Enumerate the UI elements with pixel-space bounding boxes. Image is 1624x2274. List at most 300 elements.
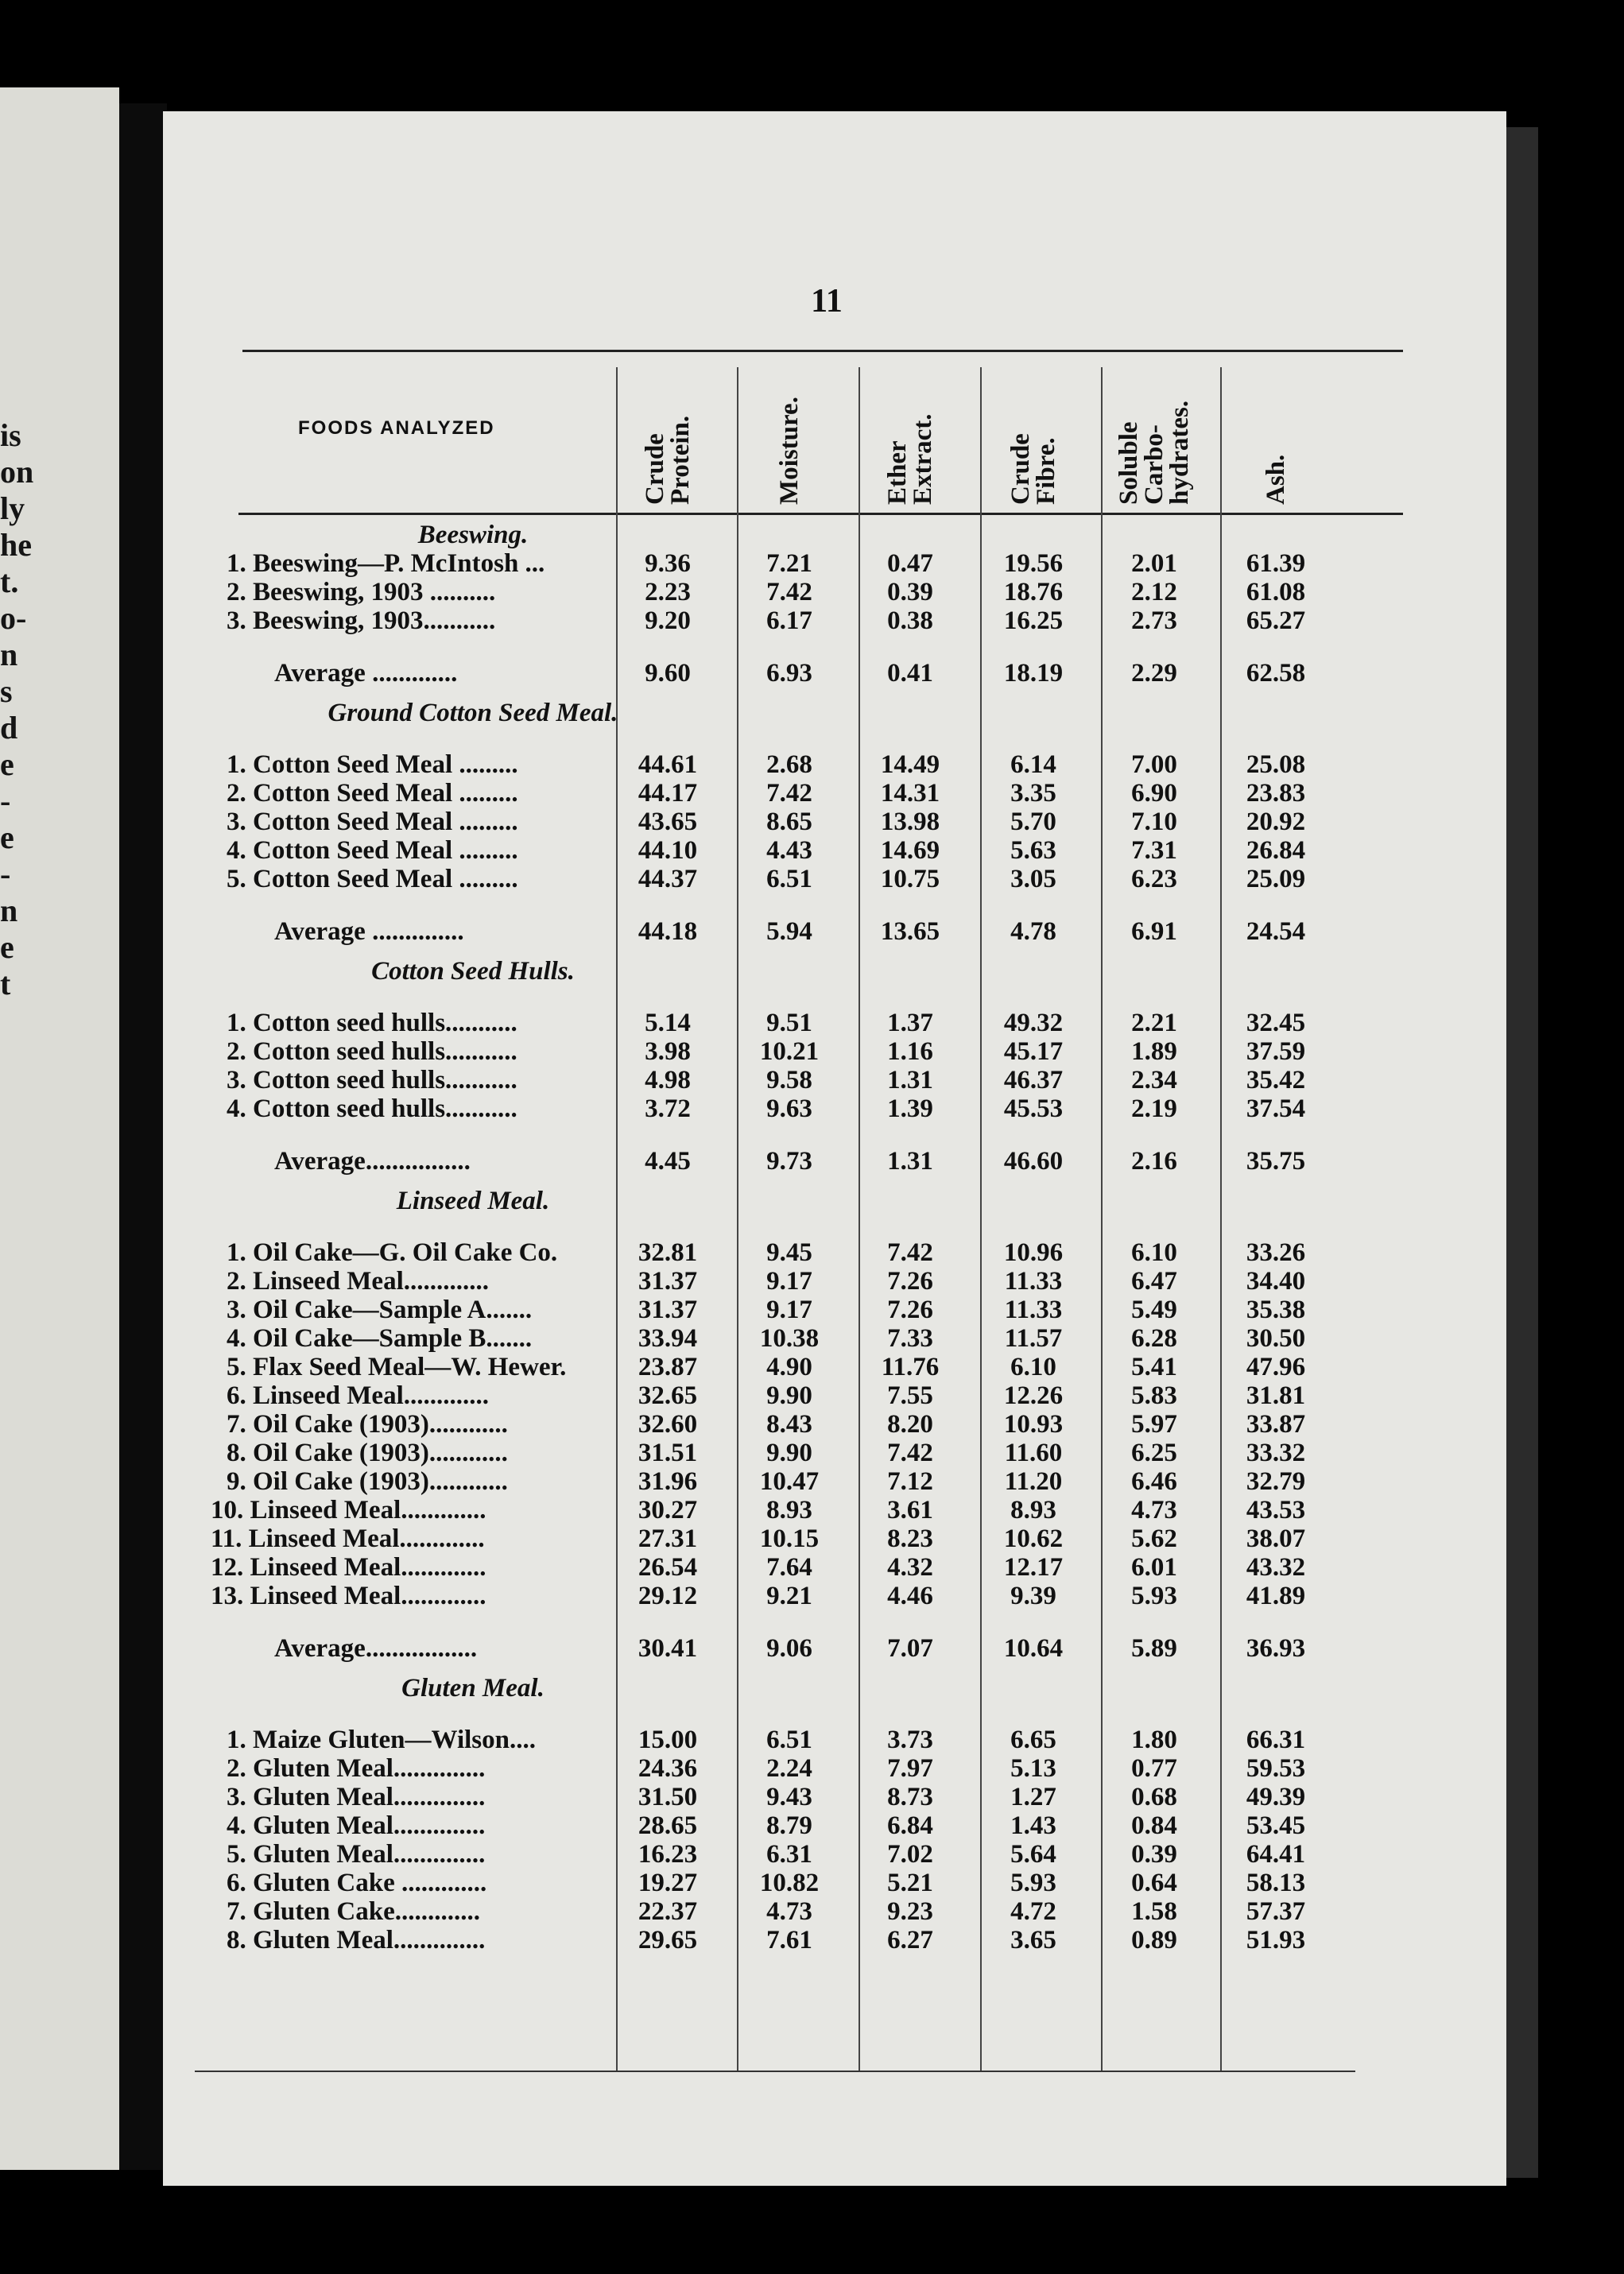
row-label: 2. Gluten Meal.............. [227, 1754, 486, 1783]
row-label: 5. Gluten Meal.............. [227, 1840, 486, 1869]
cell-value: 32.65 [638, 1381, 698, 1410]
cell-value: 32.60 [638, 1410, 698, 1439]
cell-value: 6.93 [766, 659, 812, 688]
cell-value: 0.68 [1131, 1783, 1177, 1811]
table-row [195, 1410, 1403, 1439]
cell-value: 1.43 [1010, 1811, 1056, 1840]
cell-value: 2.19 [1131, 1094, 1177, 1123]
average-label: Average .............. [274, 917, 464, 946]
cell-value: 1.31 [887, 1066, 933, 1094]
row-label: 3. Cotton seed hulls........... [227, 1066, 517, 1094]
foods-analyzed-heading: FOODS ANALYZED [298, 417, 495, 439]
cell-value: 35.75 [1246, 1147, 1306, 1176]
cell-value: 64.41 [1246, 1840, 1306, 1869]
cell-value: 5.70 [1010, 808, 1056, 836]
cell-value: 7.55 [887, 1381, 933, 1410]
cell-value: 20.92 [1246, 808, 1306, 836]
cell-value: 5.93 [1131, 1582, 1177, 1610]
table-top-rule [242, 350, 1403, 352]
table-bottom-rule [195, 2071, 1355, 2072]
column-header-label: Ash. [1262, 454, 1290, 505]
cell-value: 10.93 [1003, 1410, 1064, 1439]
cell-value: 12.26 [1003, 1381, 1064, 1410]
left-edge-fragment: e [0, 929, 14, 965]
table-row [195, 1037, 1403, 1066]
cell-value: 8.79 [766, 1811, 812, 1840]
cell-value: 32.81 [638, 1238, 698, 1267]
cell-value: 0.47 [887, 549, 933, 578]
left-edge-fragment: on [0, 454, 34, 490]
cell-value: 29.12 [638, 1582, 698, 1610]
cell-value: 6.65 [1010, 1726, 1056, 1754]
row-label: 6. Linseed Meal............. [227, 1381, 489, 1410]
cell-value: 8.65 [766, 808, 812, 836]
cell-value: 14.69 [880, 836, 940, 865]
cell-value: 3.61 [887, 1496, 933, 1524]
cell-value: 0.39 [1131, 1840, 1177, 1869]
cell-value: 10.96 [1003, 1238, 1064, 1267]
cell-value: 11.76 [881, 1353, 940, 1381]
cell-value: 65.27 [1246, 606, 1306, 635]
cell-value: 9.39 [1010, 1582, 1056, 1610]
cell-value: 1.27 [1010, 1783, 1056, 1811]
cell-value: 2.16 [1131, 1147, 1177, 1176]
cell-value: 7.21 [766, 549, 812, 578]
column-header-label: Ether Extract. [883, 413, 937, 505]
cell-value: 10.75 [880, 865, 940, 893]
book-gutter [119, 103, 167, 2170]
table-row [195, 1066, 1403, 1094]
cell-value: 4.73 [1131, 1496, 1177, 1524]
cell-value: 25.08 [1246, 750, 1306, 779]
row-label: 4. Cotton Seed Meal ......... [227, 836, 518, 865]
cell-value: 4.78 [1010, 917, 1056, 946]
cell-value: 7.02 [887, 1840, 933, 1869]
table-row [195, 1897, 1403, 1926]
cell-value: 6.25 [1131, 1439, 1177, 1467]
row-label: 11. Linseed Meal............. [211, 1524, 485, 1553]
row-label: 8. Gluten Meal.............. [227, 1926, 486, 1954]
cell-value: 8.43 [766, 1410, 812, 1439]
cell-value: 11.33 [1004, 1296, 1063, 1324]
cell-value: 14.31 [880, 779, 940, 808]
row-label: 1. Beeswing—P. McIntosh ... [227, 549, 545, 578]
column-header [1220, 366, 1331, 509]
cell-value: 46.60 [1003, 1147, 1064, 1176]
cell-value: 4.32 [887, 1553, 933, 1582]
cell-value: 2.68 [766, 750, 812, 779]
cell-value: 44.17 [638, 779, 698, 808]
cell-value: 7.12 [887, 1467, 933, 1496]
cell-value: 8.23 [887, 1524, 933, 1553]
cell-value: 33.87 [1246, 1410, 1306, 1439]
cell-value: 3.35 [1010, 779, 1056, 808]
cell-value: 53.45 [1246, 1811, 1306, 1840]
cell-value: 15.00 [638, 1726, 698, 1754]
cell-value: 45.53 [1003, 1094, 1064, 1123]
cell-value: 61.39 [1246, 549, 1306, 578]
cell-value: 27.31 [638, 1524, 698, 1553]
cell-value: 0.64 [1131, 1869, 1177, 1897]
cell-value: 0.39 [887, 578, 933, 606]
row-label: 8. Oil Cake (1903)............ [227, 1439, 508, 1467]
row-label: 2. Linseed Meal............. [227, 1267, 489, 1296]
table-row [195, 1267, 1403, 1296]
left-edge-fragment: t [0, 966, 11, 1001]
cell-value: 6.31 [766, 1840, 812, 1869]
row-label: 10. Linseed Meal............. [211, 1496, 486, 1524]
cell-value: 9.60 [645, 659, 691, 688]
cell-value: 19.56 [1003, 549, 1064, 578]
cell-value: 6.27 [887, 1926, 933, 1954]
cell-value: 35.42 [1246, 1066, 1306, 1094]
cell-value: 66.31 [1246, 1726, 1306, 1754]
left-edge-fragment: e [0, 819, 14, 855]
cell-value: 31.81 [1246, 1381, 1306, 1410]
cell-value: 5.93 [1010, 1869, 1056, 1897]
average-label: Average................. [274, 1634, 478, 1663]
section-title: Cotton Seed Hulls. [371, 957, 575, 986]
table-row [195, 1381, 1403, 1410]
cell-value: 9.23 [887, 1897, 933, 1926]
cell-value: 49.39 [1246, 1783, 1306, 1811]
cell-value: 58.13 [1246, 1869, 1306, 1897]
left-edge-fragment: o- [0, 600, 27, 636]
table-row [195, 808, 1403, 836]
table-row [195, 1238, 1403, 1267]
table-row [195, 606, 1403, 635]
cell-value: 4.46 [887, 1582, 933, 1610]
header-bottom-rule [238, 513, 1403, 515]
table-row [195, 549, 1403, 578]
cell-value: 7.33 [887, 1324, 933, 1353]
cell-value: 7.97 [887, 1754, 933, 1783]
left-edge-fragment: - [0, 856, 11, 892]
table-row [195, 1582, 1403, 1610]
cell-value: 6.10 [1131, 1238, 1177, 1267]
cell-value: 28.65 [638, 1811, 698, 1840]
cell-value: 10.64 [1003, 1634, 1064, 1663]
cell-value: 7.07 [887, 1634, 933, 1663]
cell-value: 7.42 [887, 1439, 933, 1467]
table-row [195, 1811, 1403, 1840]
cell-value: 26.54 [638, 1553, 698, 1582]
cell-value: 24.54 [1246, 917, 1306, 946]
table-row [195, 1926, 1403, 1954]
table-row [195, 1726, 1403, 1754]
cell-value: 9.90 [766, 1381, 812, 1410]
cell-value: 7.26 [887, 1267, 933, 1296]
table-row [195, 1094, 1403, 1123]
section-title: Ground Cotton Seed Meal. [328, 699, 618, 727]
cell-value: 26.84 [1246, 836, 1306, 865]
column-header-label: Crude Protein. [641, 415, 695, 505]
cell-value: 0.89 [1131, 1926, 1177, 1954]
row-label: 2. Cotton Seed Meal ......... [227, 779, 518, 808]
cell-value: 5.21 [887, 1869, 933, 1897]
row-label: 2. Cotton seed hulls........... [227, 1037, 517, 1066]
cell-value: 33.94 [638, 1324, 698, 1353]
left-edge-fragment: ly [0, 490, 25, 526]
cell-value: 1.80 [1131, 1726, 1177, 1754]
cell-value: 51.93 [1246, 1926, 1306, 1954]
column-header [855, 366, 966, 509]
cell-value: 3.72 [645, 1094, 691, 1123]
cell-value: 10.21 [759, 1037, 820, 1066]
cell-value: 9.17 [766, 1267, 812, 1296]
cell-value: 7.42 [887, 1238, 933, 1267]
cell-value: 13.98 [880, 808, 940, 836]
cell-value: 9.58 [766, 1066, 812, 1094]
cell-value: 9.20 [645, 606, 691, 635]
column-header [612, 366, 723, 509]
cell-value: 49.32 [1003, 1009, 1064, 1037]
cell-value: 44.61 [638, 750, 698, 779]
cell-value: 9.90 [766, 1439, 812, 1467]
left-edge-fragment: d [0, 710, 18, 746]
cell-value: 7.10 [1131, 808, 1177, 836]
cell-value: 6.90 [1131, 779, 1177, 808]
cell-value: 1.58 [1131, 1897, 1177, 1926]
average-row [195, 1634, 1403, 1663]
cell-value: 9.17 [766, 1296, 812, 1324]
row-label: 1. Maize Gluten—Wilson.... [227, 1726, 536, 1754]
cell-value: 22.37 [638, 1897, 698, 1926]
cell-value: 6.46 [1131, 1467, 1177, 1496]
cell-value: 16.25 [1003, 606, 1064, 635]
average-row [195, 917, 1403, 946]
table-row [195, 1009, 1403, 1037]
cell-value: 6.01 [1131, 1553, 1177, 1582]
cell-value: 4.45 [645, 1147, 691, 1176]
cell-value: 7.61 [766, 1926, 812, 1954]
cell-value: 5.62 [1131, 1524, 1177, 1553]
cell-value: 31.37 [638, 1267, 698, 1296]
cell-value: 9.21 [766, 1582, 812, 1610]
cell-value: 16.23 [638, 1840, 698, 1869]
cell-value: 4.98 [645, 1066, 691, 1094]
table-row [195, 578, 1403, 606]
table-row [195, 750, 1403, 779]
row-label: 4. Gluten Meal.............. [227, 1811, 486, 1840]
average-label: Average................ [274, 1147, 471, 1176]
row-label: 1. Cotton Seed Meal ......... [227, 750, 518, 779]
cell-value: 61.08 [1246, 578, 1306, 606]
row-label: 7. Oil Cake (1903)............ [227, 1410, 508, 1439]
cell-value: 18.76 [1003, 578, 1064, 606]
cell-value: 7.64 [766, 1553, 812, 1582]
cell-value: 2.73 [1131, 606, 1177, 635]
cell-value: 0.84 [1131, 1811, 1177, 1840]
cell-value: 2.23 [645, 578, 691, 606]
cell-value: 6.47 [1131, 1267, 1177, 1296]
cell-value: 2.12 [1131, 578, 1177, 606]
book-edge [1506, 127, 1538, 2178]
average-row [195, 1147, 1403, 1176]
cell-value: 24.36 [638, 1754, 698, 1783]
cell-value: 11.33 [1004, 1267, 1063, 1296]
table-row [195, 1467, 1403, 1496]
cell-value: 31.50 [638, 1783, 698, 1811]
cell-value: 7.26 [887, 1296, 933, 1324]
average-label: Average ............. [274, 659, 458, 688]
row-label: 3. Cotton Seed Meal ......... [227, 808, 518, 836]
left-edge-fragment: n [0, 893, 18, 928]
cell-value: 45.17 [1003, 1037, 1064, 1066]
cell-value: 18.19 [1003, 659, 1064, 688]
column-header [1099, 366, 1210, 509]
cell-value: 2.24 [766, 1754, 812, 1783]
cell-value: 4.72 [1010, 1897, 1056, 1926]
section-title: Linseed Meal. [396, 1187, 550, 1215]
cell-value: 3.65 [1010, 1926, 1056, 1954]
cell-value: 2.34 [1131, 1066, 1177, 1094]
left-facing-page [0, 87, 119, 2170]
cell-value: 5.41 [1131, 1353, 1177, 1381]
table-row [195, 1524, 1403, 1553]
cell-value: 4.73 [766, 1897, 812, 1926]
section-title: Beeswing. [417, 521, 529, 549]
cell-value: 44.18 [638, 917, 698, 946]
row-label: 3. Beeswing, 1903........... [227, 606, 496, 635]
cell-value: 1.16 [887, 1037, 933, 1066]
cell-value: 30.50 [1246, 1324, 1306, 1353]
left-edge-fragment: s [0, 673, 13, 709]
table-row [195, 865, 1403, 893]
cell-value: 5.63 [1010, 836, 1056, 865]
cell-value: 59.53 [1246, 1754, 1306, 1783]
row-label: 4. Oil Cake—Sample B....... [227, 1324, 533, 1353]
left-page-edge-text [0, 417, 64, 1002]
cell-value: 4.43 [766, 836, 812, 865]
column-header-label: Moisture. [775, 397, 804, 505]
cell-value: 5.49 [1131, 1296, 1177, 1324]
left-edge-fragment: e [0, 746, 14, 782]
cell-value: 32.79 [1246, 1467, 1306, 1496]
left-edge-fragment: n [0, 637, 18, 672]
table-row [195, 1296, 1403, 1324]
cell-value: 9.36 [645, 549, 691, 578]
cell-value: 4.90 [766, 1353, 812, 1381]
cell-value: 5.13 [1010, 1754, 1056, 1783]
row-label: 5. Flax Seed Meal—W. Hewer. [227, 1353, 567, 1381]
row-label: 2. Beeswing, 1903 .......... [227, 578, 496, 606]
cell-value: 30.41 [638, 1634, 698, 1663]
cell-value: 35.38 [1246, 1296, 1306, 1324]
cell-value: 25.09 [1246, 865, 1306, 893]
cell-value: 7.31 [1131, 836, 1177, 865]
cell-value: 13.65 [880, 917, 940, 946]
section-title: Gluten Meal. [401, 1674, 545, 1703]
cell-value: 23.87 [638, 1353, 698, 1381]
cell-value: 2.21 [1131, 1009, 1177, 1037]
table-row [195, 1783, 1403, 1811]
left-edge-fragment: - [0, 783, 11, 819]
cell-value: 5.83 [1131, 1381, 1177, 1410]
cell-value: 31.96 [638, 1467, 698, 1496]
row-label: 6. Gluten Cake ............. [227, 1869, 487, 1897]
cell-value: 8.93 [766, 1496, 812, 1524]
row-label: 5. Cotton Seed Meal ......... [227, 865, 518, 893]
cell-value: 9.73 [766, 1147, 812, 1176]
cell-value: 9.06 [766, 1634, 812, 1663]
cell-value: 37.59 [1246, 1037, 1306, 1066]
cell-value: 6.84 [887, 1811, 933, 1840]
cell-value: 43.32 [1246, 1553, 1306, 1582]
cell-value: 57.37 [1246, 1897, 1306, 1926]
cell-value: 30.27 [638, 1496, 698, 1524]
cell-value: 0.41 [887, 659, 933, 688]
cell-value: 6.28 [1131, 1324, 1177, 1353]
cell-value: 1.31 [887, 1147, 933, 1176]
cell-value: 6.91 [1131, 917, 1177, 946]
row-label: 3. Oil Cake—Sample A....... [227, 1296, 533, 1324]
row-label: 12. Linseed Meal............. [211, 1553, 486, 1582]
left-edge-fragment: t. [0, 564, 19, 599]
cell-value: 2.29 [1131, 659, 1177, 688]
cell-value: 29.65 [638, 1926, 698, 1954]
table-row [195, 1439, 1403, 1467]
table-row [195, 1754, 1403, 1783]
cell-value: 6.51 [766, 865, 812, 893]
column-header-label: Soluble Carbo- hydrates. [1114, 400, 1194, 505]
cell-value: 44.37 [638, 865, 698, 893]
left-edge-fragment: is [0, 417, 21, 453]
cell-value: 9.63 [766, 1094, 812, 1123]
column-header [978, 366, 1089, 509]
table-row [195, 1553, 1403, 1582]
cell-value: 6.17 [766, 606, 812, 635]
row-label: 1. Cotton seed hulls........... [227, 1009, 517, 1037]
cell-value: 0.77 [1131, 1754, 1177, 1783]
cell-value: 11.57 [1004, 1324, 1063, 1353]
cell-value: 23.83 [1246, 779, 1306, 808]
table-row [195, 1324, 1403, 1353]
cell-value: 10.15 [759, 1524, 820, 1553]
cell-value: 6.23 [1131, 865, 1177, 893]
cell-value: 3.05 [1010, 865, 1056, 893]
cell-value: 7.42 [766, 578, 812, 606]
cell-value: 5.97 [1131, 1410, 1177, 1439]
cell-value: 1.39 [887, 1094, 933, 1123]
cell-value: 10.47 [759, 1467, 820, 1496]
cell-value: 7.42 [766, 779, 812, 808]
row-label: 13. Linseed Meal............. [211, 1582, 486, 1610]
table-row [195, 836, 1403, 865]
cell-value: 46.37 [1003, 1066, 1064, 1094]
column-header-label: Crude Fibre. [1006, 433, 1060, 505]
cell-value: 3.73 [887, 1726, 933, 1754]
table-row [195, 1869, 1403, 1897]
cell-value: 19.27 [638, 1869, 698, 1897]
cell-value: 3.98 [645, 1037, 691, 1066]
row-label: 3. Gluten Meal.............. [227, 1783, 486, 1811]
cell-value: 34.40 [1246, 1267, 1306, 1296]
average-row [195, 659, 1403, 688]
cell-value: 5.14 [645, 1009, 691, 1037]
cell-value: 41.89 [1246, 1582, 1306, 1610]
table-row [195, 1840, 1403, 1869]
column-header [734, 366, 845, 509]
cell-value: 33.32 [1246, 1439, 1306, 1467]
cell-value: 36.93 [1246, 1634, 1306, 1663]
cell-value: 10.82 [759, 1869, 820, 1897]
cell-value: 12.17 [1003, 1553, 1064, 1582]
cell-value: 47.96 [1246, 1353, 1306, 1381]
cell-value: 11.60 [1004, 1439, 1063, 1467]
cell-value: 6.10 [1010, 1353, 1056, 1381]
page-number: 11 [811, 283, 843, 320]
